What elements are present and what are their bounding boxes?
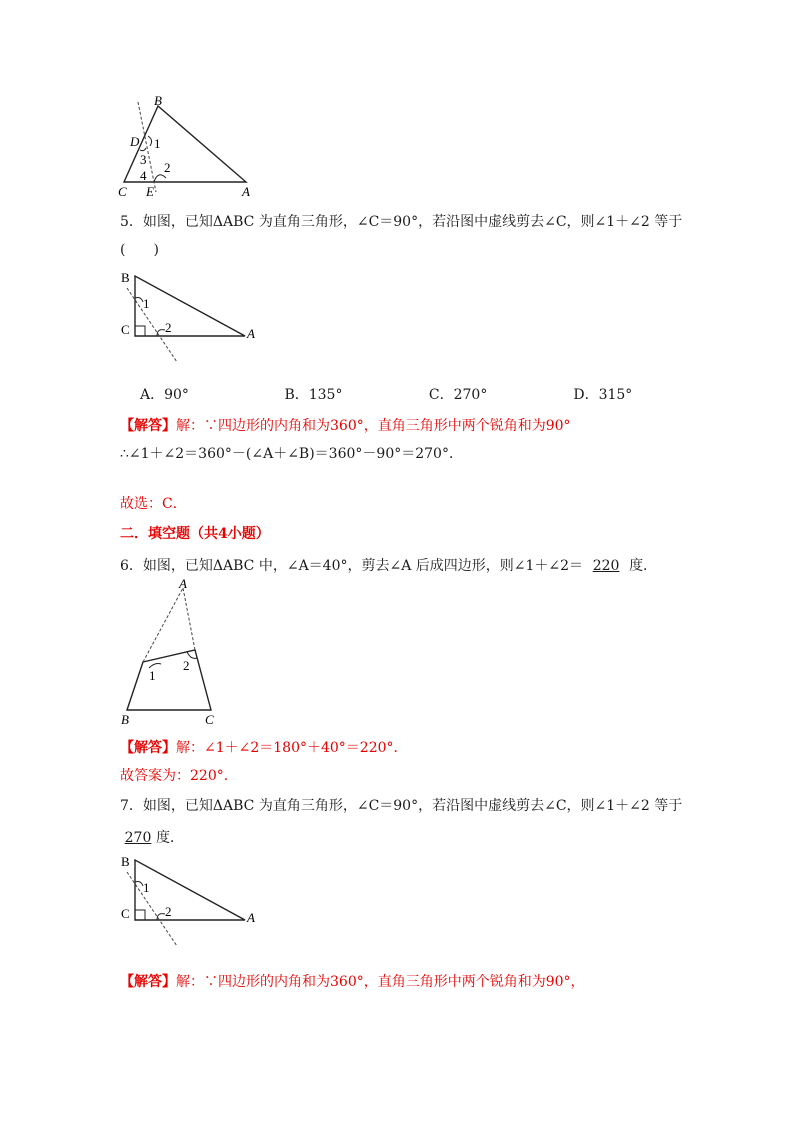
angle-arc-3	[140, 148, 146, 151]
q6-solution-1	[120, 738, 408, 758]
angle-arc-2	[154, 175, 166, 182]
label-angle-1: 1	[143, 880, 150, 895]
triangle-q7	[135, 860, 245, 920]
solution-tag: 【解答】	[120, 740, 176, 756]
label-B: B	[121, 712, 129, 727]
label-B: B	[121, 854, 130, 869]
option-c[interactable]: C．270°	[428, 387, 488, 403]
label-angle-3: 3	[140, 152, 147, 167]
label-angle-2: 2	[164, 160, 171, 175]
label-A: A	[179, 576, 187, 591]
option-b[interactable]: B．135°	[284, 387, 343, 403]
label-C: C	[121, 322, 130, 337]
solution-tag: 【解答】	[120, 974, 176, 990]
solution-text: 解：∵四边形的内角和为360°，直角三角形中两个锐角和为90°，	[176, 974, 585, 990]
section-title: 二．填空题（共4小题）	[120, 526, 270, 542]
label-C: C	[118, 184, 127, 199]
q7-stem: 7．如图，已知ΔABC 为直角三角形，∠C＝90°，若沿图中虚线剪去∠C，则∠1＋∠2 等于	[120, 798, 683, 814]
q6-stem-a: 6．如图，已知ΔABC 中，∠A＝40°，剪去∠A 后成四边形，则∠1＋∠2＝	[120, 558, 584, 574]
figure-q7	[115, 852, 265, 952]
solution-text: 解：∠1＋∠2＝180°＋40°＝220°．	[176, 740, 408, 756]
q5-solution-3: 故选：C．	[120, 496, 187, 512]
option-a[interactable]: A．90°	[140, 387, 189, 403]
q5-options	[140, 385, 713, 405]
label-C: C	[121, 906, 130, 921]
q6-stem-b: 度．	[629, 558, 658, 574]
label-E: E	[146, 184, 154, 199]
figure-q4	[110, 92, 270, 202]
label-A: A	[247, 910, 255, 925]
option-d[interactable]: D．315°	[573, 387, 633, 403]
label-angle-1: 1	[143, 296, 150, 311]
quadrilateral-q6	[127, 650, 211, 710]
q7-solution-1	[120, 972, 585, 992]
dashed-side-ab	[143, 588, 183, 662]
q7-stem-b: 度．	[156, 830, 184, 846]
figure-q5	[115, 268, 265, 368]
solution-tag: 【解答】	[120, 418, 176, 434]
q7-stem-2	[120, 828, 184, 848]
solution-text: 解：∵四边形的内角和为360°，直角三角形中两个锐角和为90°	[176, 418, 571, 434]
q6-answer-blank: 220	[592, 558, 620, 574]
label-B: B	[154, 93, 162, 108]
label-angle-2: 2	[165, 904, 172, 919]
label-B: B	[121, 270, 130, 285]
q7-answer-blank: 270	[124, 830, 152, 846]
dashed-side-ac	[183, 588, 195, 650]
q6-stem	[120, 556, 657, 576]
figure-q6	[115, 578, 235, 728]
q5-solution-1	[120, 416, 571, 436]
label-angle-1: 1	[154, 136, 161, 151]
q5-stem: 5．如图，已知ΔABC 为直角三角形，∠C＝90°，若沿图中虚线剪去∠C，则∠1＋∠2 等于	[120, 214, 683, 230]
label-angle-2: 2	[165, 320, 172, 335]
label-angle-2: 2	[183, 658, 190, 673]
label-A: A	[242, 184, 250, 199]
label-C: C	[205, 712, 214, 727]
label-D: D	[130, 134, 140, 149]
right-angle-mark	[135, 910, 145, 920]
label-angle-4: 4	[140, 168, 147, 183]
q6-solution-2: 故答案为：220°．	[120, 768, 238, 784]
triangle-q5	[135, 276, 245, 336]
right-angle-mark	[135, 326, 145, 336]
angle-arc-1	[148, 136, 152, 146]
q5-solution-2: ∴∠1＋∠2＝360°－(∠A＋∠B)＝360°－90°＝270°．	[120, 446, 463, 462]
q5-paren: ( )	[120, 242, 159, 258]
label-A: A	[247, 326, 255, 341]
label-angle-1: 1	[149, 668, 156, 683]
